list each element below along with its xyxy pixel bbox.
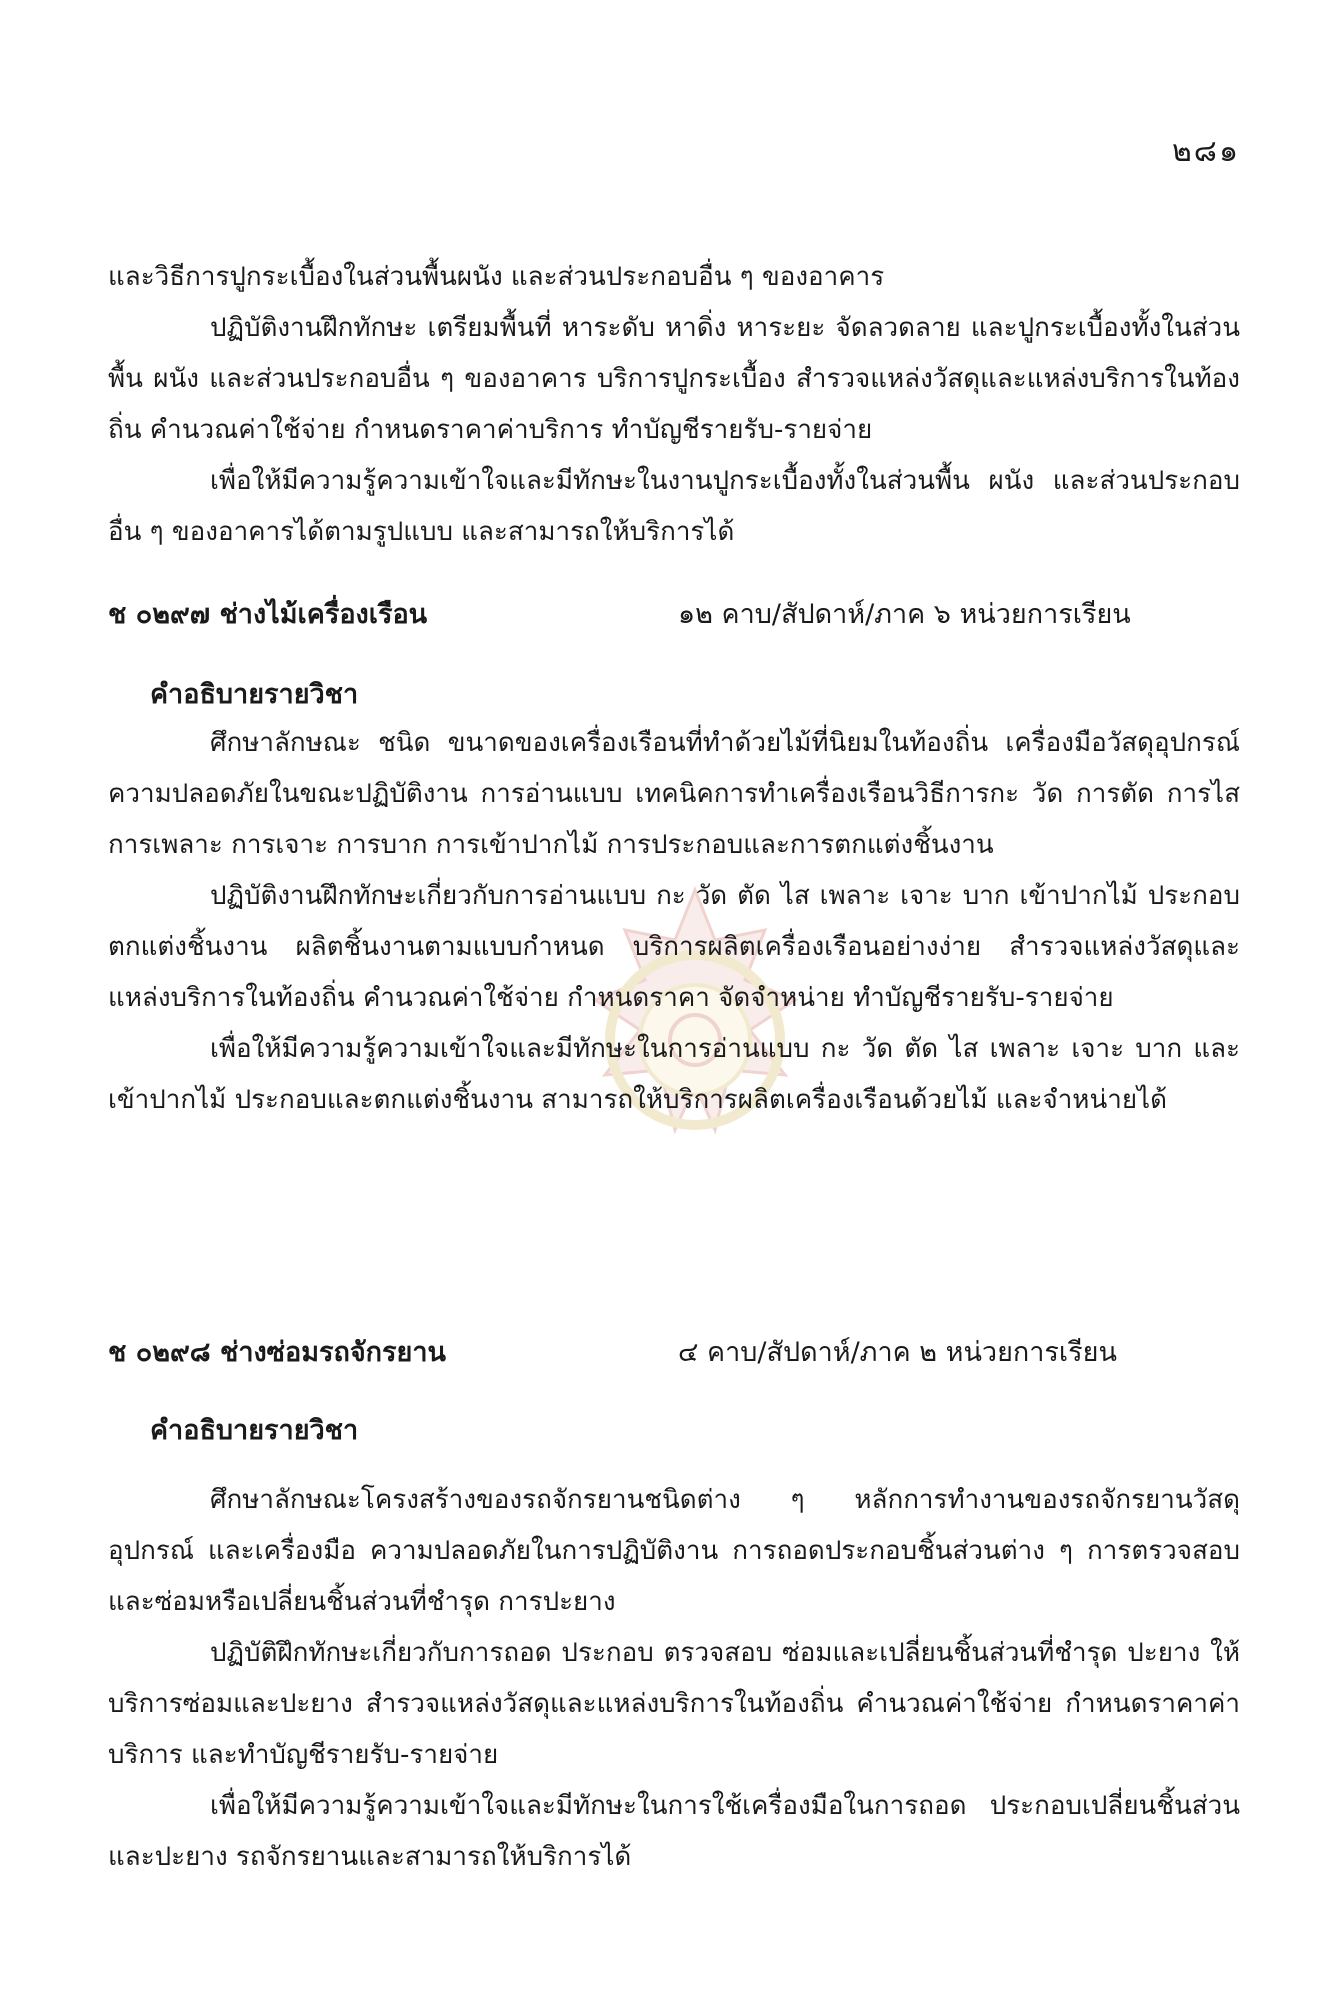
- course2-paragraph-2: ปฏิบัติฝึกทักษะเกี่ยวกับการถอด ประกอบ ตรวจสอบ ซ่อมและเปลี่ยนชิ้นส่วนที่ชำรุด ปะยาง ให้บริการซ่อมและปะยาง สำรวจแหล่งวัสดุและแหล่งบริการในท้องถิ่น คำนวณค่าใช้จ่าย กำหนดราคาค่าบริการ และทำบัญชีรายรับ-รายจ่าย: [108, 1638, 1240, 1770]
- course1-paragraph-1: ศึกษาลักษณะ ชนิด ขนาดของเครื่องเรือนที่ทำด้วยไม้ที่นิยมในท้องถิ่น เครื่องมือวัสดุอุปกรณ์ ความปลอดภัยในขณะปฏิบัติงาน การอ่านแบบ เทคนิคการทำเครื่องเรือนวิธีการกะ วัด การตัด การไส การเพลาะ การเจาะ การบาก การเข้าปากไม้ การประกอบและการตกแต่งชิ้นงาน: [108, 728, 1240, 860]
- course-description-2: [108, 1475, 1240, 1883]
- intro-paragraph-2: ปฏิบัติงานฝึกทักษะ เตรียมพื้นที่ หาระดับ หาดิ่ง หาระยะ จัดลวดลาย และปูกระเบื้องทั้งในส่วนพื้น ผนัง และส่วนประกอบอื่น ๆ ของอาคาร บริการปูกระเบื้อง สำรวจแหล่งวัสดุและแหล่งบริการในท้องถิ่น คำนวณค่าใช้จ่าย กำหนดราคาค่าบริการ ทำบัญชีรายรับ-รายจ่าย: [108, 313, 1240, 445]
- intro-section: [108, 252, 1240, 558]
- course-hours: ๑๒ คาบ/สัปดาห์/ภาค ๖ หน่วยการเรียน: [678, 599, 1131, 630]
- course-heading-1: [108, 592, 1208, 642]
- course2-paragraph-3: เพื่อให้มีความรู้ความเข้าใจและมีทักษะในการใช้เครื่องมือในการถอด ประกอบเปลี่ยนชิ้นส่วนและปะยาง รถจักรยานและสามารถให้บริการได้: [108, 1791, 1240, 1872]
- course-heading-2: [108, 1330, 1208, 1380]
- course-description-1: [108, 718, 1240, 1126]
- course1-paragraph-3: เพื่อให้มีความรู้ความเข้าใจและมีทักษะในการอ่านแบบ กะ วัด ตัด ไส เพลาะ เจาะ บาก และเข้าปากไม้ ประกอบและตกแต่งชิ้นงาน สามารถให้บริการผลิตเครื่องเรือนด้วยไม้ และจำหน่ายได้: [108, 1034, 1240, 1115]
- intro-paragraph-1: และวิธีการปูกระเบื้องในส่วนพื้นผนัง และส่วนประกอบอื่น ๆ ของอาคาร: [108, 262, 885, 292]
- course-code-title: ช ๐๒๙๘ ช่างซ่อมรถจักรยาน: [108, 1337, 446, 1368]
- course2-paragraph-1: ศึกษาลักษณะโครงสร้างของรถจักรยานชนิดต่าง ๆ หลักการทำงานของรถจักรยานวัสดุอุปกรณ์ และเครื่องมือ ความปลอดภัยในการปฏิบัติงาน การถอดประกอบชิ้นส่วนต่าง ๆ การตรวจสอบและซ่อมหรือเปลี่ยนชิ้นส่วนที่ชำรุด การปะยาง: [108, 1485, 1240, 1617]
- course-hours: ๔ คาบ/สัปดาห์/ภาค ๒ หน่วยการเรียน: [678, 1337, 1117, 1368]
- page-number: ๒๘๑: [1172, 134, 1240, 169]
- course-description-title-2: คำอธิบายรายวิชา: [150, 1415, 359, 1446]
- course-code-title: ช ๐๒๙๗ ช่างไม้เครื่องเรือน: [108, 599, 428, 630]
- intro-paragraph-3: เพื่อให้มีความรู้ความเข้าใจและมีทักษะในงานปูกระเบื้องทั้งในส่วนพื้น ผนัง และส่วนประกอบอื่น ๆ ของอาคารได้ตามรูปแบบ และสามารถให้บริการได้: [108, 466, 1240, 547]
- course-description-title-1: คำอธิบายรายวิชา: [150, 679, 359, 710]
- course1-paragraph-2: ปฏิบัติงานฝึกทักษะเกี่ยวกับการอ่านแบบ กะ วัด ตัด ไส เพลาะ เจาะ บาก เข้าปากไม้ ประกอบตกแต่งชิ้นงาน ผลิตชิ้นงานตามแบบกำหนด บริการผลิตเครื่องเรือนอย่างง่าย สำรวจแหล่งวัสดุและแหล่งบริการในท้องถิ่น คำนวณค่าใช้จ่าย กำหนดราคา จัดจำหน่าย ทำบัญชีรายรับ-รายจ่าย: [108, 881, 1240, 1013]
